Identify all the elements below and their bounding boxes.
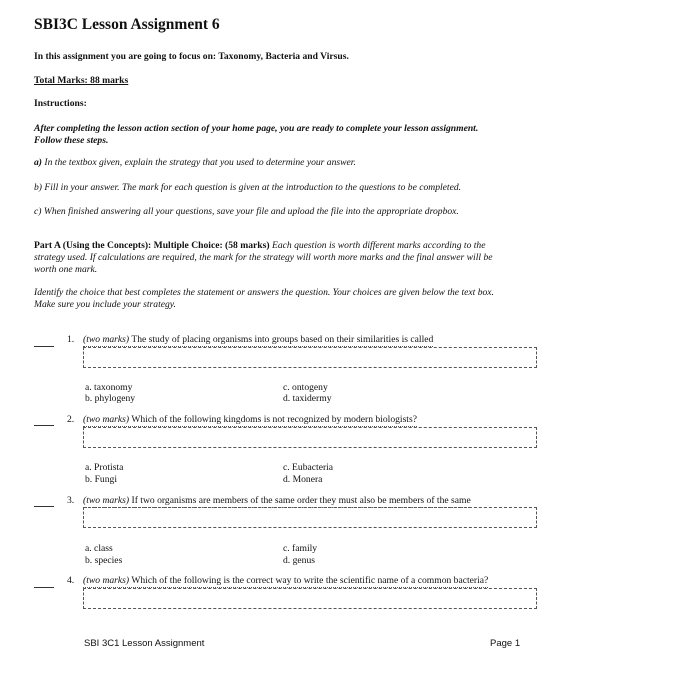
question-marks: (two marks) <box>83 495 130 506</box>
question-body: If two organisms are members of the same order they must also be members of the same <box>129 495 471 506</box>
option-a: a. taxonomy <box>85 382 133 393</box>
question-text-q2 <box>83 414 417 427</box>
total-marks: Total Marks: 88 marks <box>34 75 129 86</box>
step-marker: c) <box>34 206 42 217</box>
option-d: d. genus <box>283 555 315 566</box>
answer-blank-q3[interactable] <box>34 506 54 507</box>
step-b <box>34 182 461 193</box>
strategy-textbox-q3[interactable] <box>83 507 537 528</box>
option-a: a. Protista <box>85 462 124 473</box>
option-c: c. ontogeny <box>283 382 328 393</box>
instructions-heading: Instructions: <box>34 98 87 109</box>
option-a: a. class <box>85 543 113 554</box>
footer-left: SBI 3C1 Lesson Assignment <box>84 638 205 649</box>
option-b: b. Fungi <box>85 474 117 485</box>
page-number: Page 1 <box>490 638 521 649</box>
step-text: Fill in your answer. The mark for each question is given at the introduction to the questions to be completed. <box>42 182 462 193</box>
question-marks: (two marks) <box>83 334 130 345</box>
part-a-line-3: worth one mark. <box>34 264 98 275</box>
intro-line-1: After completing the lesson action section of your home page, you are ready to complete your lesson assignment. <box>34 123 479 134</box>
step-text: When finished answering all your questions, save your file and upload the file into the appropriate dropbox. <box>41 206 459 217</box>
focus-line: In this assignment you are going to focus on: Taxonomy, Bacteria and Virsus. <box>34 51 349 62</box>
step-c <box>34 206 459 217</box>
option-b: b. phylogeny <box>85 393 136 404</box>
question-body: The study of placing organisms into groups based on their similarities is called <box>129 334 434 345</box>
question-number: 4. <box>67 575 75 586</box>
answer-blank-q2[interactable] <box>34 425 54 426</box>
part-a-heading <box>34 240 486 251</box>
question-body: Which of the following kingdoms is not recognized by modern biologists? <box>129 414 417 425</box>
strategy-textbox-q2[interactable] <box>83 427 537 448</box>
answer-blank-q4[interactable] <box>34 587 54 588</box>
part-a-heading-rest: Each question is worth different marks according to the <box>269 240 486 251</box>
question-marks: (two marks) <box>83 575 130 586</box>
question-text-q1 <box>83 334 433 347</box>
intro-line-2: Follow these steps. <box>34 135 109 146</box>
option-c: c. Eubacteria <box>283 462 334 473</box>
identify-line-2: Make sure you include your strategy. <box>34 299 176 310</box>
question-text-q4 <box>83 575 488 588</box>
strategy-textbox-q4[interactable] <box>83 588 537 609</box>
question-body: Which of the following is the correct way to write the scientific name of a common bacteria? <box>129 575 489 586</box>
step-marker: a) <box>34 157 42 168</box>
question-number: 2. <box>67 414 75 425</box>
part-a-title: Part A (Using the Concepts): Multiple Choice: (58 marks) <box>34 240 270 251</box>
question-marks: (two marks) <box>83 414 130 425</box>
strategy-textbox-q1[interactable] <box>83 347 537 368</box>
page-title: SBI3C Lesson Assignment 6 <box>34 16 220 33</box>
option-c: c. family <box>283 543 318 554</box>
step-marker: b) <box>34 182 42 193</box>
identify-line-1: Identify the choice that best completes the statement or answers the question. Your choices are given below the text box. <box>34 287 494 298</box>
question-number: 3. <box>67 495 75 506</box>
answer-blank-q1[interactable] <box>34 346 54 347</box>
option-d: d. taxidermy <box>283 393 332 404</box>
option-d: d. Monera <box>283 474 323 485</box>
option-b: b. species <box>85 555 123 566</box>
step-text: In the textbox given, explain the strategy that you used to determine your answer. <box>42 157 356 168</box>
step-a <box>34 157 356 168</box>
question-number: 1. <box>67 334 75 345</box>
part-a-line-2: strategy used. If calculations are required, the mark for the strategy will worth more marks and the final answer will be <box>34 252 493 263</box>
